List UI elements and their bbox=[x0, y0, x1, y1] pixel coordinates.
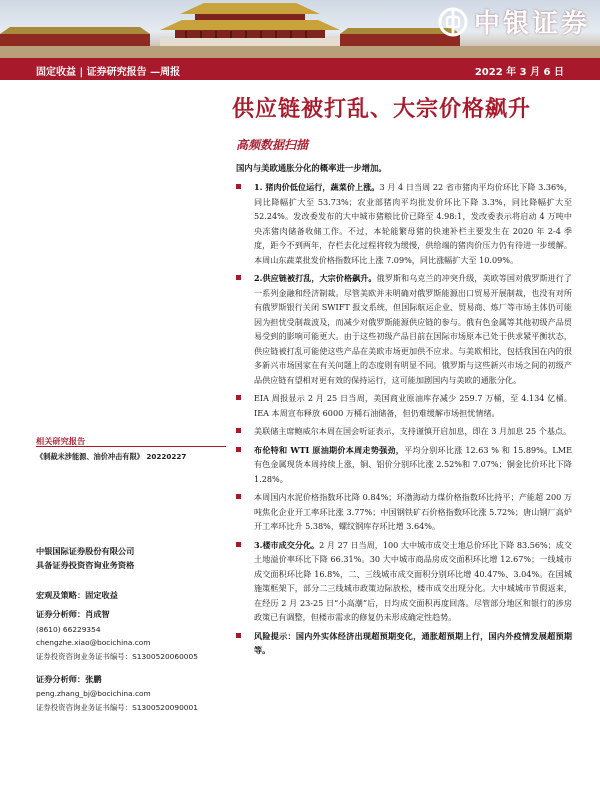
report-date: 2022 年 3 月 6 日 bbox=[474, 67, 564, 78]
analyst-name: 肖成智 bbox=[85, 609, 110, 619]
analyst-label: 证券分析师： bbox=[36, 609, 86, 619]
bullet-square-icon bbox=[236, 275, 241, 280]
bullet-square-icon bbox=[236, 184, 241, 189]
related-divider bbox=[36, 446, 226, 447]
brand-name: 中银证券 bbox=[473, 9, 590, 39]
analyst-1 bbox=[36, 609, 226, 620]
analyst-1-email[interactable]: chengzhe.xiao@bocichina.com bbox=[36, 638, 151, 647]
bullet-text: 2 月 27 日当周，100 大中城市成交土地总价环比下降 83.56%；成交土地溢价率环比下降 66.31%。30 大中城市商品房成交面积环比增 12.67%；一线城市成交面积环比降 16.8%，二、三线城市成交面积分别环比增 40.47%、3.04%。在国城施策框架下，部分二三线城市政策边际放松，楼市成交出现分化。大中城城市节假返来，在经历 2 月 23-25 日“小高潮”后，日均成交面积再度回落。尽管部分地区和银行的涉房政策已有调整，但楼市需求的修复仍未形成确定性趋势。 bbox=[254, 539, 572, 622]
analyst-2-email[interactable]: peng.zhang_bj@bocichina.com bbox=[36, 689, 151, 698]
bullet-text: 平均分别环比涨 12.63 % 和 15.89%。LME 有色金属现货本周持续上涨，铜、铝价分别环比涨 2.52%和 7.07%；铜金比价环比下降 1.28%。 bbox=[254, 444, 572, 484]
bullet-text: 3 月 4 日当周 22 省市猪肉平均价环比下降 3.36%，同比降幅扩大至 53.73%；农业部猪肉平均批发价环比下降 3.3%，同比降幅扩大至 52.24%。发改委发布的大中城市猪粮比价已降至 4.98:1，发改委表示将启动 4 万吨中央冻猪肉储备收储工作。不过，本轮能繁母猪的快速补栏主要发生在 2020 年 2-4 季度，距今不到两年，存栏去化过程将较为缓慢，供给端的猪肉价压力仍有待进一步缓解。本周山东蔬菜批发价格指数环比上涨 7.09%，同比涨幅扩大至 10.09%。 bbox=[254, 182, 572, 265]
bullet-text: 本周国内水泥价格指数环比降 0.84%；环渤海动力煤价格指数环比持平；产能超 200 万吨焦化企业开工率环比涨 3.77%；中国钢铁矿石价格指数环比涨 5.72%；唐山钢厂高炉开工率环比升 5.38%，螺纹钢库存环比增 3.64%。 bbox=[254, 492, 572, 531]
bullet-item bbox=[232, 391, 572, 420]
related-reports-heading: 相关研究报告 bbox=[36, 436, 86, 446]
bullet-item bbox=[232, 629, 572, 658]
bullet-text: EIA 周报显示 2 月 25 日当周，美国商业原油库存减少 259.7 万桶，至 4.134 亿桶。IEA 本周宣布释放 6000 万桶石油储备，但仍难缓解市场担忧情绪。 bbox=[254, 393, 572, 418]
report-subtitle: 高频数据扫描 bbox=[236, 138, 309, 152]
analyst-2-license: 证券投资咨询业务证书编号：S1300520090001 bbox=[36, 703, 198, 712]
report-strip bbox=[0, 58, 600, 80]
bullet-square-icon bbox=[236, 633, 241, 638]
analyst-2 bbox=[36, 674, 226, 685]
bullet-heading: 3.楼市成交分化。 bbox=[254, 539, 320, 550]
report-lead: 国内与美欧通胀分化的概率进一步增加。 bbox=[236, 163, 387, 173]
header-banner bbox=[0, 0, 600, 58]
org-qualification: 具备证券投资咨询业务资格 bbox=[36, 560, 135, 570]
report-body bbox=[232, 180, 572, 662]
analyst-label: 证券分析师： bbox=[36, 674, 86, 684]
bullet-heading: 布伦特和 WTI 原油期价本周走势强劲， bbox=[254, 444, 405, 455]
bullet-square-icon bbox=[236, 494, 241, 499]
bullet-item bbox=[232, 490, 572, 534]
sector-label: 宏观及策略：固定收益 bbox=[36, 590, 118, 600]
bullet-item bbox=[232, 271, 572, 387]
bullet-square-icon bbox=[236, 395, 241, 400]
analyst-1-license: 证券投资咨询业务证书编号：S1300520060005 bbox=[36, 652, 198, 661]
analyst-1-phone: (8610) 66229354 bbox=[36, 625, 101, 634]
bullet-square-icon bbox=[236, 447, 241, 452]
related-report-link[interactable]: 《制裁未涉能源、油价冲击有限》 20220227 bbox=[36, 452, 187, 461]
boc-logo-icon bbox=[438, 7, 468, 37]
bullet-text: 美联储主席鲍威尔本周在国会听证表示，支持谨慎开启加息，即在 3 月加息 25 个基点。 bbox=[254, 426, 572, 436]
bullet-item bbox=[232, 443, 572, 487]
bullet-heading: 1. 猪肉价低位运行，蔬菜价上涨。 bbox=[254, 182, 380, 192]
bullet-heading: 2.供应链被打乱，大宗价格飙升。 bbox=[254, 273, 377, 283]
bullet-item bbox=[232, 424, 572, 439]
report-title: 供应链被打乱、大宗价格飙升 bbox=[232, 97, 532, 122]
bullet-heading: 风险提示： bbox=[254, 630, 296, 641]
report-category: 固定收益 | 证券研究报告 —周报 bbox=[36, 67, 181, 78]
bullet-text: 国内外实体经济出现超预期变化，通胀超预期上行，国内外疫情发展超预期等。 bbox=[254, 630, 572, 655]
bullet-item bbox=[232, 180, 572, 267]
bullet-square-icon bbox=[236, 542, 241, 547]
analyst-name: 张鹏 bbox=[85, 674, 102, 684]
bullet-text: 俄罗斯和乌克兰的冲突升级，美欧等国对俄罗斯进行了一系列金融和经济制裁。尽管美欧并未明确对俄罗斯能源出口贸易开展制裁，也没有对所有俄罗斯银行关闭 SWIFT 报文系统，但国际航运企业、贸易商、炼厂等市场主体仍可能因为担忧受制裁波及，而减少对俄罗斯能源供应链的参与。俄有色金属等其他初级产品贸易受到的影响可能更大。由于这些初级产品目前在国际市场原本已处于供求紧平衡状态，供应链被打乱可能使这些产品在美欧市场更加供不应求。与美欧相比，包括我国在内的很多新兴市场国家在有关问题上的态度则有明显不同。俄罗斯与这些新兴市场之间的初级产品供应链有望相对更有效的保持运行，这可能加剧国内与美欧的通胀分化。 bbox=[254, 273, 572, 385]
bullet-square-icon bbox=[236, 428, 241, 433]
org-name: 中银国际证券股份有限公司 bbox=[36, 546, 135, 556]
bullet-item bbox=[232, 538, 572, 625]
brand bbox=[438, 3, 590, 40]
